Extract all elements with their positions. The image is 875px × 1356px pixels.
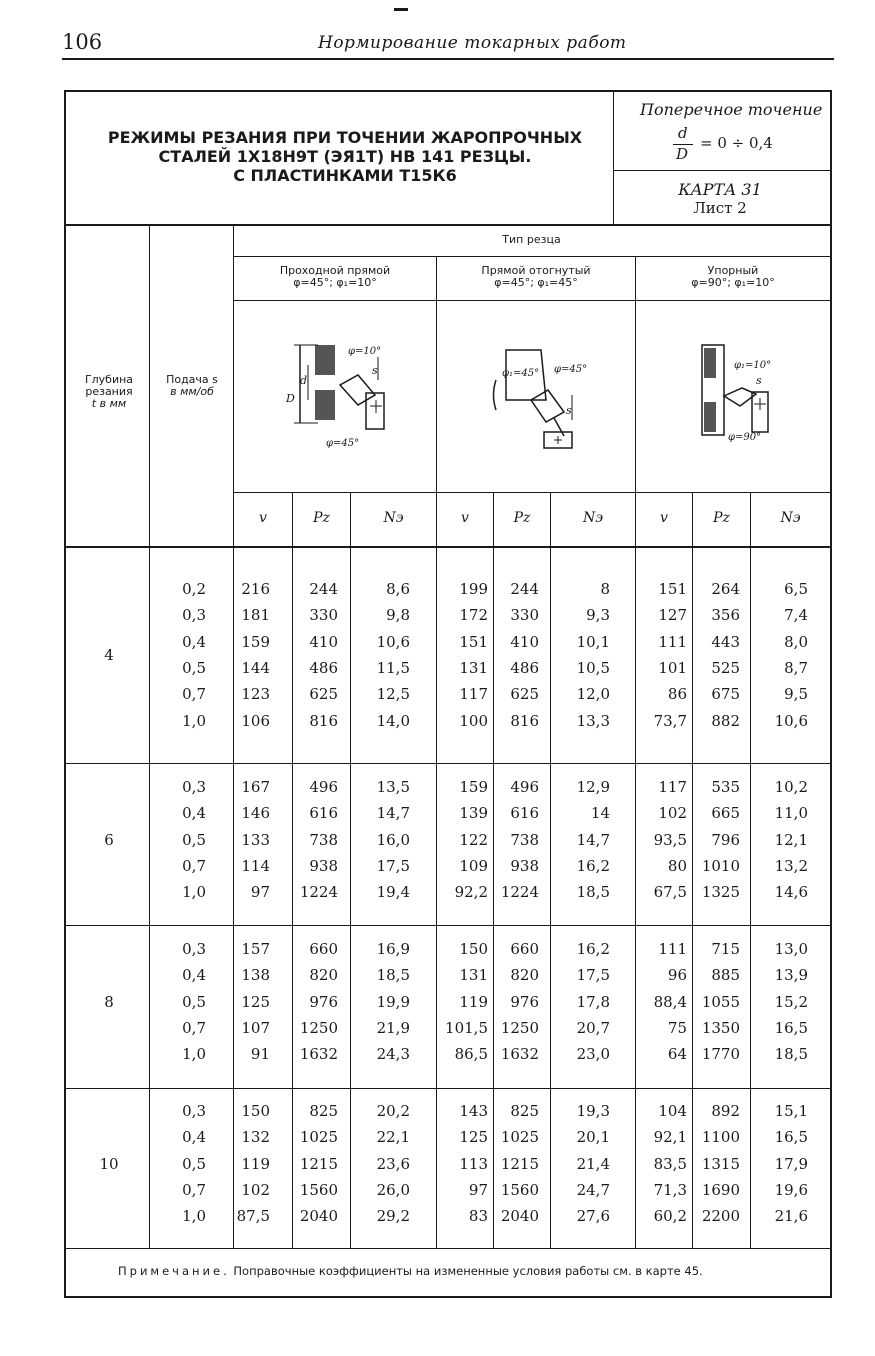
ne-straight-cell: 9,8 (386, 606, 410, 625)
sketch-straight-turning-tool (280, 335, 400, 455)
tool-3-header (636, 265, 830, 289)
v-straight-cell: 102 (241, 1180, 270, 1199)
v-straight-cell: 87,5 (236, 1207, 270, 1226)
pz-shoulder-cell: 535 (711, 778, 740, 796)
pz-shoulder-cell: 1690 (701, 1180, 740, 1199)
ne-bent-cell: 13,3 (576, 711, 610, 730)
feed-cell: 0,3 (182, 606, 206, 625)
pz-straight-cell: 738 (309, 830, 338, 849)
pz-straight-cell: 496 (309, 778, 338, 796)
ne-shoulder-cell: 18,5 (774, 1045, 808, 1064)
ne-shoulder-cell: 12,1 (774, 830, 808, 849)
ne-straight-cell: 14,0 (376, 711, 410, 730)
tool-1-header (234, 265, 436, 289)
v-bent-cell: 101,5 (445, 1018, 488, 1037)
v-bent-cell: 125 (459, 1128, 488, 1147)
pz-bent-cell: 825 (510, 1102, 539, 1120)
pz-shoulder-cell: 1325 (701, 883, 740, 902)
v-shoulder-cell: 80 (667, 856, 687, 875)
footnote (118, 1264, 703, 1278)
v-straight-cell: 106 (241, 711, 270, 730)
v-bent-cell: 119 (459, 992, 488, 1011)
feed-cell: 0,3 (182, 940, 206, 958)
ne-shoulder-cell: 14,6 (774, 883, 808, 902)
sketch-label: φ=45° (326, 438, 360, 449)
feed-cell: 0,7 (182, 1018, 206, 1037)
feed-cell: 0,5 (182, 658, 206, 677)
depth-header-line: t в мм (91, 397, 127, 410)
ne-shoulder-cell: 16,5 (774, 1018, 808, 1037)
sketch-bent-tool (486, 340, 596, 455)
ratio-value: = 0 ÷ 0,4 (700, 134, 773, 152)
ne-bent-cell: 23,0 (576, 1045, 610, 1064)
pz-straight-cell: 1560 (299, 1180, 338, 1199)
feed-cell: 0,4 (182, 804, 206, 823)
v-shoulder-cell: 101 (658, 658, 687, 677)
pz-shoulder-cell: 796 (711, 830, 740, 849)
feed-cell: 1,0 (182, 883, 206, 902)
tool-angles: φ=90°; φ₁=10° (691, 276, 775, 289)
ne-straight-cell: 20,2 (376, 1102, 410, 1120)
pz-straight-cell: 938 (309, 856, 338, 875)
note-label: Примечание. (118, 1264, 230, 1278)
v-shoulder-cell: 111 (658, 632, 687, 651)
pz-bent-cell: 625 (510, 685, 539, 704)
ne-shoulder-cell: 19,6 (774, 1180, 808, 1199)
pz-straight-cell: 330 (309, 606, 338, 625)
v-shoulder-cell: 127 (658, 606, 687, 625)
pz-bent-cell: 1250 (500, 1018, 539, 1037)
pz-shoulder-cell: 356 (711, 606, 740, 625)
v-shoulder-cell: 73,7 (653, 711, 687, 730)
pz-straight-cell: 1025 (299, 1128, 338, 1147)
ne-shoulder-cell: 13,9 (774, 966, 808, 985)
v-straight-cell: 123 (241, 685, 270, 704)
ne-bent-cell: 17,8 (576, 992, 610, 1011)
v-bent-cell: 100 (459, 711, 488, 730)
ne-bent-cell: 14 (590, 804, 610, 823)
v-bent-cell: 113 (459, 1154, 488, 1173)
v-shoulder-cell: 96 (667, 966, 687, 985)
ne-straight-cell: 8,6 (386, 580, 410, 598)
ne-shoulder-cell: 17,9 (774, 1154, 808, 1173)
ne-straight-cell: 19,4 (376, 883, 410, 902)
ne-bent-cell: 14,7 (576, 830, 610, 849)
header-rule (62, 58, 834, 60)
ne-bent-cell: 18,5 (576, 883, 610, 902)
sketch-label: φ=90° (728, 432, 762, 443)
v-bent-cell: 151 (459, 632, 488, 651)
v-straight-cell: 150 (241, 1102, 270, 1120)
v-shoulder-cell: 117 (658, 778, 687, 796)
tool-2-header (437, 265, 635, 289)
ne-shoulder-cell: 10,2 (774, 778, 808, 796)
v-bent-cell: 199 (459, 580, 488, 598)
subheader-v: v (259, 510, 267, 526)
sketch-label: φ=45° (554, 364, 588, 375)
pz-bent-cell: 1632 (500, 1045, 539, 1064)
pz-straight-cell: 660 (309, 940, 338, 958)
operation-label: Поперечное точение (640, 100, 823, 119)
ne-straight-cell: 10,6 (376, 632, 410, 651)
v-straight-cell: 157 (241, 940, 270, 958)
ne-straight-cell: 24,3 (376, 1045, 410, 1064)
depth-cell: 6 (104, 830, 114, 849)
sketch-label: s (756, 374, 762, 387)
pz-shoulder-cell: 892 (711, 1102, 740, 1120)
subheader-ne: Nэ (383, 510, 404, 526)
tool-angles: φ=45°; φ₁=10° (293, 276, 377, 289)
tool-angles: φ=45°; φ₁=45° (494, 276, 578, 289)
ne-bent-cell: 20,1 (576, 1128, 610, 1147)
ne-straight-cell: 29,2 (376, 1207, 410, 1226)
pz-straight-cell: 1224 (299, 883, 338, 902)
v-shoulder-cell: 104 (658, 1102, 687, 1120)
feed-header-line: в мм/об (170, 385, 214, 398)
v-bent-cell: 92,2 (454, 883, 488, 902)
ne-straight-cell: 11,5 (376, 658, 410, 677)
ne-straight-cell: 17,5 (376, 856, 410, 875)
feed-cell: 0,5 (182, 992, 206, 1011)
ne-shoulder-cell: 7,4 (784, 606, 808, 625)
v-bent-cell: 117 (459, 685, 488, 704)
tool-name: Проходной прямой (279, 264, 391, 277)
feed-cell: 0,4 (182, 632, 206, 651)
ne-straight-cell: 18,5 (376, 966, 410, 985)
pz-bent-cell: 976 (510, 992, 539, 1011)
pz-straight-cell: 1215 (299, 1154, 338, 1173)
v-shoulder-cell: 71,3 (653, 1180, 687, 1199)
ne-bent-cell: 10,5 (576, 658, 610, 677)
pz-bent-cell: 1560 (500, 1180, 539, 1199)
v-shoulder-cell: 86 (667, 685, 687, 704)
v-shoulder-cell: 111 (658, 940, 687, 958)
feed-cell: 0,5 (182, 830, 206, 849)
sketch-label: φ₁=45° (502, 368, 540, 379)
v-straight-cell: 216 (241, 580, 270, 598)
ne-shoulder-cell: 11,0 (774, 804, 808, 823)
v-bent-cell: 131 (459, 966, 488, 985)
ne-bent-cell: 9,3 (586, 606, 610, 625)
ne-bent-cell: 20,7 (576, 1018, 610, 1037)
title-line: СТАЛЕЙ 1Х18Н9Т (ЭЯ1Т) НВ 141 РЕЗЦЫ. (158, 147, 532, 166)
v-bent-cell: 139 (459, 804, 488, 823)
ne-shoulder-cell: 9,5 (784, 685, 808, 704)
v-shoulder-cell: 67,5 (653, 883, 687, 902)
ne-straight-cell: 16,0 (376, 830, 410, 849)
ne-straight-cell: 14,7 (376, 804, 410, 823)
v-bent-cell: 159 (459, 778, 488, 796)
pz-shoulder-cell: 443 (711, 632, 740, 651)
feed-cell: 1,0 (182, 711, 206, 730)
ratio-denominator: D (676, 145, 689, 163)
ne-shoulder-cell: 13,0 (774, 940, 808, 958)
subheader-v: v (660, 510, 668, 526)
tool-type-header: Тип резца (502, 233, 561, 246)
pz-bent-cell: 1215 (500, 1154, 539, 1173)
ne-straight-cell: 22,1 (376, 1128, 410, 1147)
pz-shoulder-cell: 1055 (701, 992, 740, 1011)
v-bent-cell: 122 (459, 830, 488, 849)
ne-shoulder-cell: 8,0 (784, 632, 808, 651)
v-straight-cell: 97 (250, 883, 270, 902)
ne-shoulder-cell: 16,5 (774, 1128, 808, 1147)
ne-straight-cell: 12,5 (376, 685, 410, 704)
pz-straight-cell: 244 (309, 580, 338, 598)
feed-cell: 0,7 (182, 685, 206, 704)
v-shoulder-cell: 83,5 (653, 1154, 687, 1173)
ne-bent-cell: 10,1 (576, 632, 610, 651)
ne-bent-cell: 8 (600, 580, 610, 598)
pz-straight-cell: 410 (309, 632, 338, 651)
pz-shoulder-cell: 1315 (701, 1154, 740, 1173)
pz-straight-cell: 976 (309, 992, 338, 1011)
title-line: РЕЖИМЫ РЕЗАНИЯ ПРИ ТОЧЕНИИ ЖАРОПРОЧНЫХ (107, 128, 583, 147)
sketch-label: d (300, 374, 308, 387)
pz-straight-cell: 616 (309, 804, 338, 823)
pz-bent-cell: 820 (510, 966, 539, 985)
feed-header-line: Подача s (166, 373, 218, 386)
pz-straight-cell: 1250 (299, 1018, 338, 1037)
v-bent-cell: 97 (468, 1180, 488, 1199)
subheader-pz: Pz (513, 510, 531, 526)
pz-bent-cell: 660 (510, 940, 539, 958)
ne-straight-cell: 23,6 (376, 1154, 410, 1173)
v-straight-cell: 181 (241, 606, 270, 625)
v-straight-cell: 159 (241, 632, 270, 651)
pz-straight-cell: 486 (309, 658, 338, 677)
v-bent-cell: 86,5 (454, 1045, 488, 1064)
feed-cell: 1,0 (182, 1045, 206, 1064)
v-straight-cell: 132 (241, 1128, 270, 1147)
pz-straight-cell: 2040 (299, 1207, 338, 1226)
pz-shoulder-cell: 1010 (701, 856, 740, 875)
ne-bent-cell: 19,3 (576, 1102, 610, 1120)
v-shoulder-cell: 64 (667, 1045, 687, 1064)
pz-bent-cell: 244 (510, 580, 539, 598)
pz-bent-cell: 616 (510, 804, 539, 823)
pz-bent-cell: 738 (510, 830, 539, 849)
pz-straight-cell: 625 (309, 685, 338, 704)
subheader-pz: Pz (313, 510, 330, 526)
depth-cell: 10 (99, 1154, 119, 1173)
pz-bent-cell: 1025 (500, 1128, 539, 1147)
feed-cell: 0,3 (182, 1102, 206, 1120)
sketch-label: D (286, 392, 295, 405)
feed-cell: 0,3 (182, 778, 206, 796)
feed-cell: 1,0 (182, 1207, 206, 1226)
depth-cell: 8 (104, 992, 114, 1011)
v-shoulder-cell: 75 (667, 1018, 687, 1037)
pz-shoulder-cell: 1350 (701, 1018, 740, 1037)
feed-cell: 0,4 (182, 1128, 206, 1147)
v-straight-cell: 114 (241, 856, 270, 875)
tool-name: Прямой отогнутый (481, 264, 591, 277)
ne-shoulder-cell: 13,2 (774, 856, 808, 875)
card-title (80, 128, 610, 185)
v-shoulder-cell: 93,5 (653, 830, 687, 849)
ne-shoulder-cell: 15,1 (774, 1102, 808, 1120)
subheader-ne: Nэ (582, 510, 604, 526)
pz-straight-cell: 820 (309, 966, 338, 985)
pz-straight-cell: 1632 (299, 1045, 338, 1064)
pz-bent-cell: 330 (510, 606, 539, 625)
pz-bent-cell: 496 (510, 778, 539, 796)
feed-cell: 0,7 (182, 1180, 206, 1199)
sketch-label: s (566, 404, 572, 417)
subheader-pz: Pz (713, 510, 730, 526)
ne-straight-cell: 16,9 (376, 940, 410, 958)
title-line: С ПЛАСТИНКАМИ Т15К6 (233, 166, 457, 185)
v-bent-cell: 83 (468, 1207, 488, 1226)
v-straight-cell: 133 (241, 830, 270, 849)
subheader-v: v (461, 510, 469, 526)
depth-cell: 4 (104, 645, 114, 664)
ne-bent-cell: 12,9 (576, 778, 610, 796)
ne-straight-cell: 21,9 (376, 1018, 410, 1037)
feed-cell: 0,2 (182, 580, 206, 598)
pz-bent-cell: 938 (510, 856, 539, 875)
sketch-label: φ=10° (348, 346, 382, 357)
pz-bent-cell: 410 (510, 632, 539, 651)
note-text: Поправочные коэффициенты на измененные условия работы см. в карте 45. (233, 1264, 703, 1278)
pz-shoulder-cell: 715 (711, 940, 740, 958)
v-shoulder-cell: 88,4 (653, 992, 687, 1011)
ne-straight-cell: 19,9 (376, 992, 410, 1011)
v-shoulder-cell: 102 (658, 804, 687, 823)
running-title: Нормирование токарных работ (318, 33, 627, 53)
v-straight-cell: 119 (241, 1154, 270, 1173)
depth-header-line: резания (85, 385, 133, 398)
v-bent-cell: 172 (459, 606, 488, 625)
ne-bent-cell: 12,0 (576, 685, 610, 704)
ne-bent-cell: 16,2 (576, 940, 610, 958)
ratio-numerator: d (678, 124, 688, 142)
pz-shoulder-cell: 1770 (701, 1045, 740, 1064)
v-shoulder-cell: 60,2 (653, 1207, 687, 1226)
pz-shoulder-cell: 885 (711, 966, 740, 985)
pz-shoulder-cell: 882 (711, 711, 740, 730)
v-bent-cell: 150 (459, 940, 488, 958)
pz-shoulder-cell: 1100 (701, 1128, 740, 1147)
ne-shoulder-cell: 6,5 (784, 580, 808, 598)
v-straight-cell: 144 (241, 658, 270, 677)
card-number: КАРТА 31 (678, 180, 762, 199)
ne-bent-cell: 21,4 (576, 1154, 610, 1173)
v-straight-cell: 125 (241, 992, 270, 1011)
pz-bent-cell: 2040 (500, 1207, 539, 1226)
pz-straight-cell: 825 (309, 1102, 338, 1120)
v-straight-cell: 107 (241, 1018, 270, 1037)
feed-cell: 0,7 (182, 856, 206, 875)
pz-bent-cell: 486 (510, 658, 539, 677)
v-straight-cell: 146 (241, 804, 270, 823)
pz-bent-cell: 816 (510, 711, 539, 730)
v-straight-cell: 167 (241, 778, 270, 796)
sheet-number: Лист 2 (693, 199, 747, 217)
ne-straight-cell: 26,0 (376, 1180, 410, 1199)
ne-shoulder-cell: 8,7 (784, 658, 808, 677)
ne-shoulder-cell: 21,6 (774, 1207, 808, 1226)
pz-bent-cell: 1224 (500, 883, 539, 902)
ne-bent-cell: 27,6 (576, 1207, 610, 1226)
feed-header (152, 374, 232, 398)
subheader-ne: Nэ (780, 510, 801, 526)
ne-bent-cell: 17,5 (576, 966, 610, 985)
page-number: 106 (62, 30, 103, 54)
top-mark (394, 8, 408, 11)
v-straight-cell: 138 (241, 966, 270, 985)
v-bent-cell: 109 (459, 856, 488, 875)
depth-header (70, 374, 148, 410)
v-shoulder-cell: 92,1 (653, 1128, 687, 1147)
feed-cell: 0,4 (182, 966, 206, 985)
tool-name: Упорный (707, 264, 759, 277)
ne-straight-cell: 13,5 (376, 778, 410, 796)
v-bent-cell: 131 (459, 658, 488, 677)
ne-shoulder-cell: 10,6 (774, 711, 808, 730)
v-bent-cell: 143 (459, 1102, 488, 1120)
sketch-label: φ₁=10° (734, 360, 772, 371)
v-shoulder-cell: 151 (658, 580, 687, 598)
pz-shoulder-cell: 665 (711, 804, 740, 823)
pz-shoulder-cell: 2200 (701, 1207, 740, 1226)
v-straight-cell: 91 (250, 1045, 270, 1064)
pz-shoulder-cell: 525 (711, 658, 740, 677)
pz-shoulder-cell: 264 (711, 580, 740, 598)
depth-header-line: Глубина (84, 373, 134, 386)
pz-straight-cell: 816 (309, 711, 338, 730)
ne-bent-cell: 16,2 (576, 856, 610, 875)
ne-shoulder-cell: 15,2 (774, 992, 808, 1011)
pz-shoulder-cell: 675 (711, 685, 740, 704)
sketch-label: s (372, 364, 378, 377)
ne-bent-cell: 24,7 (576, 1180, 610, 1199)
feed-cell: 0,5 (182, 1154, 206, 1173)
